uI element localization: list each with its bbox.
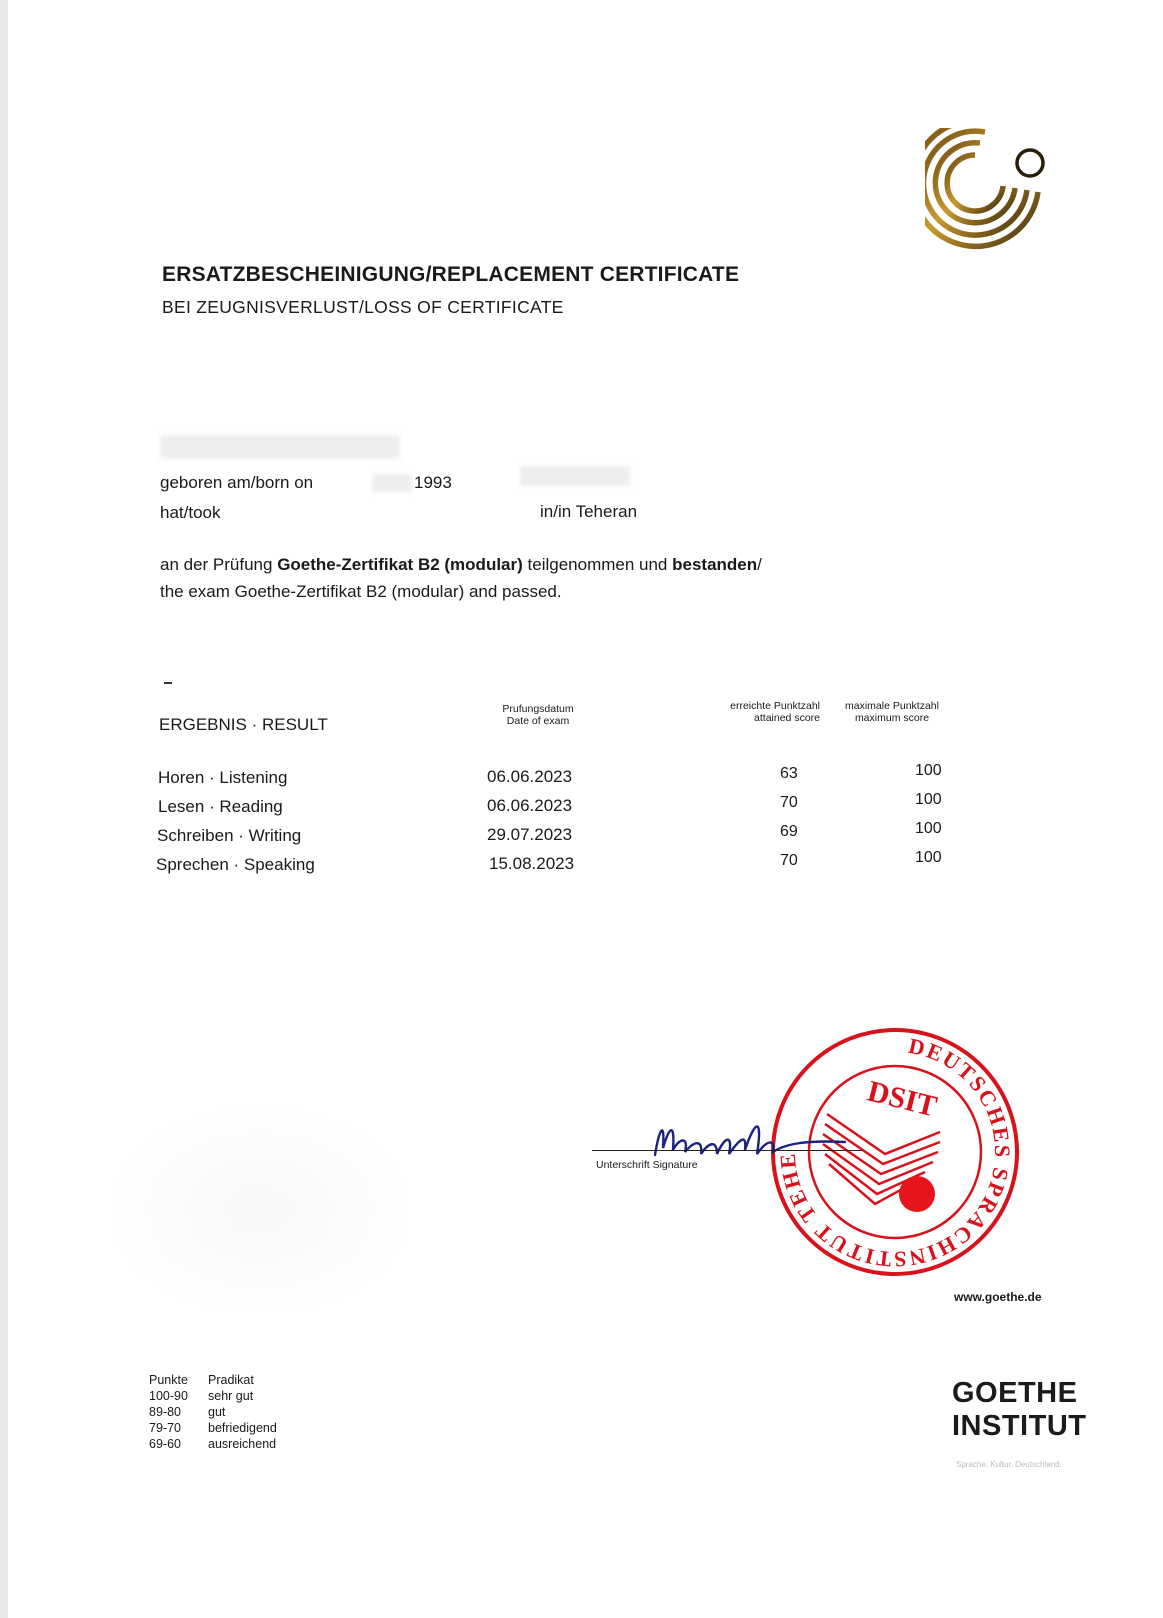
row-date-speaking: 15.08.2023 (489, 854, 575, 873)
grade-label: befriedigend (208, 1421, 277, 1435)
place-label: in/in Teheran (540, 502, 638, 521)
col-max-en: maximum score (854, 712, 930, 724)
row-date-listening: 06.06.2023 (487, 767, 573, 786)
row-max-writing: 100 (915, 820, 942, 837)
row-score-writing: 69 (780, 823, 798, 840)
grade-range: 79-70 (149, 1421, 181, 1435)
born-year: 1993 (414, 473, 452, 492)
grades-col1-header: Punkte (149, 1373, 188, 1387)
brand-institut: INSTITUT (952, 1410, 1087, 1442)
brand-tagline: Sprache. Kultur. Deutschland. (956, 1460, 1062, 1469)
row-name-reading: Lesen · Reading (158, 797, 283, 816)
page-edge (0, 0, 8, 1618)
grade-range: 69-60 (149, 1437, 181, 1451)
goethe-logo-icon (925, 128, 1075, 263)
grades-range-column (149, 1372, 188, 1452)
exam-name: Goethe-Zertifikat B2 (modular) (277, 555, 523, 574)
redacted-name (160, 435, 400, 459)
col-attained-de: erreichte Punktzahl (730, 700, 820, 712)
stamp-ring-text: DEUTSCHES SPRACHINSTITUT TEHE (774, 1032, 1016, 1273)
redacted-birthdate (372, 474, 412, 492)
signature-label: Unterschrift Signature (596, 1159, 698, 1171)
col-max-de: maximale Punktzahl (845, 700, 939, 712)
exam-end: / (757, 555, 762, 574)
website-url: www.goethe.de (954, 1290, 1042, 1304)
took-label: hat/took (160, 503, 221, 522)
grades-col2-header: Pradikat (208, 1373, 254, 1387)
grade-label: ausreichend (208, 1437, 277, 1451)
row-date-writing: 29.07.2023 (487, 825, 573, 844)
born-label: geboren am/born on (160, 473, 314, 492)
grade-range: 89-80 (149, 1405, 181, 1419)
col-date-de: Prufungsdatum (502, 703, 574, 715)
exam-mid: teilgenommen und (522, 555, 673, 574)
results-label: ERGEBNIS · RESULT (159, 715, 328, 734)
redacted-birthplace (520, 466, 630, 486)
exam-prefix: an der Prüfung (160, 555, 278, 574)
grade-label: sehr gut (208, 1389, 254, 1403)
col-attained-header (680, 700, 820, 724)
brand-goethe: GOETHE (952, 1377, 1078, 1409)
stamp-center-text: DSIT (864, 1074, 941, 1124)
row-name-writing: Schreiben · Writing (157, 826, 302, 845)
col-date-header (478, 703, 598, 727)
row-max-listening: 100 (915, 762, 942, 779)
grade-range: 100-90 (149, 1389, 188, 1403)
row-max-speaking: 100 (915, 849, 942, 866)
row-date-reading: 06.06.2023 (487, 796, 573, 815)
exam-line-2: the exam Goethe-Zertifikat B2 (modular) and passed. (160, 582, 562, 601)
row-score-listening: 63 (780, 765, 798, 782)
col-attained-en: attained score (754, 712, 820, 724)
col-max-header (822, 700, 962, 724)
row-max-reading: 100 (915, 791, 942, 808)
row-score-reading: 70 (780, 794, 798, 811)
grade-label: gut (208, 1405, 226, 1419)
exam-line-1 (160, 555, 762, 575)
row-name-listening: Horen · Listening (158, 768, 288, 787)
page-title: ERSATZBESCHEINIGUNG/REPLACEMENT CERTIFICATE (162, 263, 740, 286)
dash-mark (164, 682, 172, 684)
row-name-speaking: Sprechen · Speaking (156, 855, 315, 874)
col-date-en: Date of exam (506, 715, 570, 727)
signature-line (592, 1150, 862, 1151)
page-subtitle: BEI ZEUGNISVERLUST/LOSS OF CERTIFICATE (162, 297, 564, 317)
faint-smudge (100, 1100, 420, 1320)
grades-label-column (208, 1372, 277, 1452)
row-score-speaking: 70 (780, 852, 798, 869)
exam-passed: bestanden (672, 555, 758, 574)
